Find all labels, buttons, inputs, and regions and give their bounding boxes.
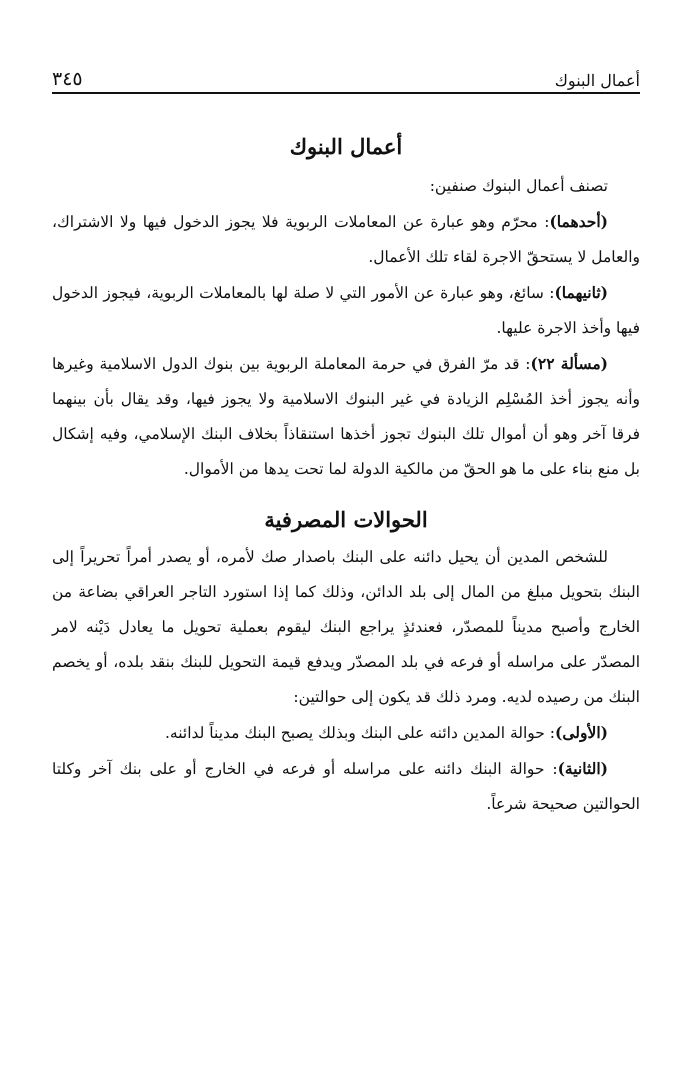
running-title: أعمال البنوك — [554, 71, 640, 90]
first-category-text: : محرّم وهو عبارة عن المعاملات الربوية فلا يجوز الدخول فيها ولا الاشتراك، والعامل لا يستحقّ الاجرة لقاء تلك الأعمال. — [52, 213, 640, 266]
first-category-paragraph — [52, 204, 640, 275]
first-transfer-paragraph — [52, 715, 640, 751]
second-category-term: (ثانيهما) — [554, 283, 608, 302]
issue-text: : قد مرّ الفرق في حرمة المعاملة الربوية بين بنوك الدول الاسلامية وغيرها وأنه يجوز أخذ المُسْلِم الزيادة في غير البنوك الاسلامية ولا يجوز فيها، وقد يقال بأن بينهما فرقا آخر وهو أن أموال تلك البنوك تجوز أخذها استنقاذاً بخلاف البنك الإسلامي، وفيه إشكال بل منع بناء على ما هو الحقّ من مالكية الدولة لما تحت يدها من الأموال. — [52, 355, 640, 478]
second-category-paragraph — [52, 275, 640, 346]
second-transfer-term: (الثانية) — [557, 759, 608, 778]
section-title-bank-operations: أعمال البنوك — [289, 134, 403, 159]
first-transfer-text: : حوالة المدين دائنه على البنك وبذلك يصبح البنك مديناً لدائنه. — [164, 724, 556, 742]
intro-paragraph: تصنف أعمال البنوك صنفين: — [429, 177, 608, 195]
first-transfer-term: (الأولى) — [555, 723, 608, 742]
second-transfer-paragraph — [52, 751, 640, 822]
page-number: ٣٤٥ — [52, 68, 83, 90]
book-page — [52, 58, 640, 822]
section-title-bank-transfers: الحوالات المصرفية — [264, 507, 428, 532]
first-category-term: (أحدهما) — [549, 212, 608, 231]
second-transfer-text: : حوالة البنك دائنه على مراسله أو فرعه في الخارج أو على بنك آخر وكلتا الحوالتين صحيحة شرعاً. — [52, 760, 640, 813]
issue-term: (مسألة ٢٢) — [530, 354, 608, 373]
page-header — [52, 58, 640, 94]
transfers-paragraph: للشخص المدين أن يحيل دائنه على البنك باصدار صك لأمره، أو يصدر أمراً تحريراً إلى البنك بتحويل مبلغ من المال إلى بلد الدائن، وذلك كما إذا استورد التاجر العراقي بضاعة من الخارج وأصبح مديناً للمصدّر، فعندئذٍ يراجع البنك ليقوم بعملية تحويل ما يعادل دَيْنه لامر المصدّر على مراسله أو فرعه في بلد المصدّر ويدفع قيمة التحويل للبنك بنقد بلده، أو يخصم البنك من رصيده لديه. ومرد ذلك قد يكون إلى حوالتين: — [52, 548, 640, 706]
issue-paragraph — [52, 346, 640, 487]
second-category-text: : سائغ، وهو عبارة عن الأمور التي لا صلة لها بالمعاملات الربوية، فيجوز الدخول فيها وأخذ الاجرة عليها. — [52, 284, 640, 337]
